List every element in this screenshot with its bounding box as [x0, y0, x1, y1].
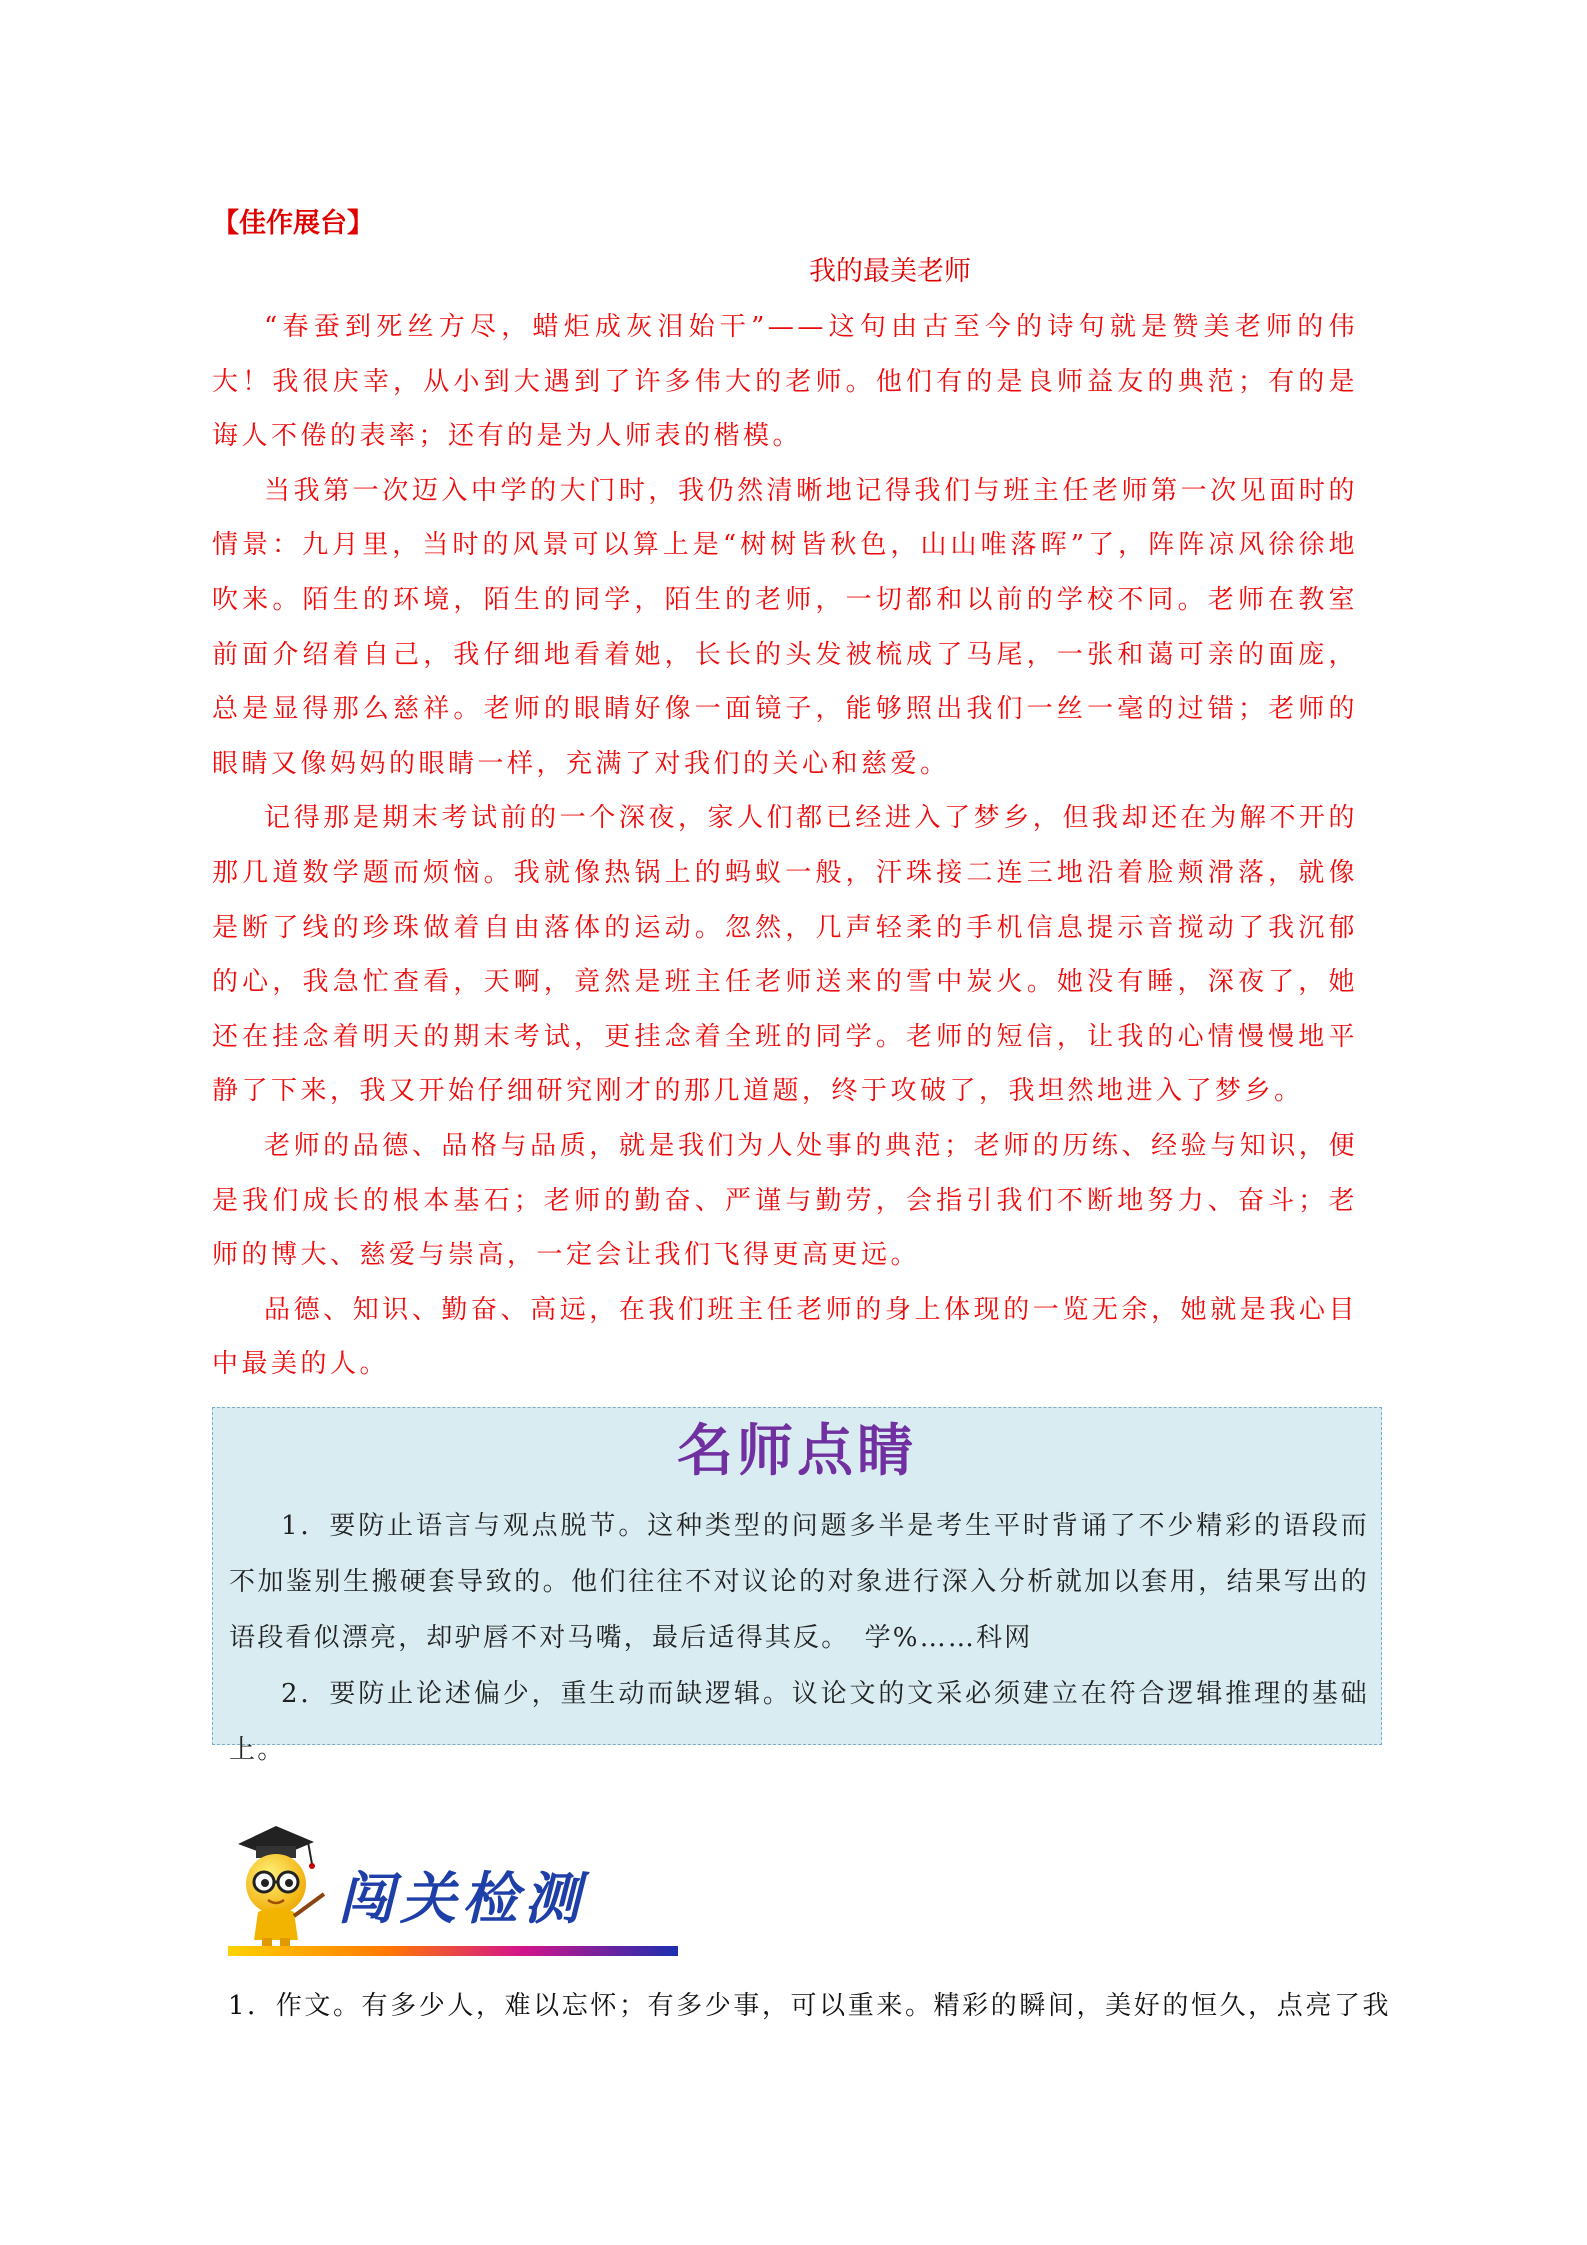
banner-title: 闯关检测 [338, 1867, 586, 1932]
teacher-tips-body [229, 1498, 1369, 1778]
essay-paragraph-5: 品德、知识、勤奋、高远，在我们班主任老师的身上体现的一览无余，她就是我心目中最美的人。 [212, 1294, 1358, 1380]
challenge-banner [228, 1812, 678, 1958]
banner-gradient-bar [228, 1946, 678, 1956]
essay-paragraph-3: 记得那是期末考试前的一个深夜，家人们都已经进入了梦乡，但我却还在为解不开的那几道数学题而烦恼。我就像热锅上的蚂蚁一般，汗珠接二连三地沿着脸颊滑落，就像是断了线的珍珠做着自由落体的运动。忽然，几声轻柔的手机信息提示音搅动了我沉郁的心，我急忙查看，天啊，竟然是班主任老师送来的雪中炭火。她没有睡，深夜了，她还在挂念着明天的期末考试，更挂念着全班的同学。老师的短信，让我的心情慢慢地平静了下来，我又开始仔细研究刚才的那几道题，终于攻破了，我坦然地进入了梦乡。 [212, 803, 1358, 1107]
mascot-icon [238, 1826, 324, 1948]
essay-paragraph-4: 老师的品德、品格与品质，就是我们为人处事的典范；老师的历练、经验与知识，便是我们成长的根本基石；老师的勤奋、严谨与勤劳，会指引我们不断地努力、奋斗；老师的博大、慈爱与崇高，一定会让我们飞得更高更远。 [212, 1130, 1358, 1271]
teacher-tip-2: 2．要防止论述偏少，重生动而缺逻辑。议论文的文采必须建立在符合逻辑推理的基础上。 [229, 1679, 1369, 1765]
teacher-tip-1: 1．要防止语言与观点脱节。这种类型的问题多半是考生平时背诵了不少精彩的语段而不加鉴别生搬硬套导致的。他们往往不对议论的对象进行深入分析就加以套用，结果写出的语段看似漂亮，却驴唇不对马嘴，最后适得其反。 学%……科网 [229, 1511, 1369, 1653]
essay-paragraph-2: 当我第一次迈入中学的大门时，我仍然清晰地记得我们与班主任老师第一次见面时的情景：九月里，当时的风景可以算上是“树树皆秋色，山山唯落晖”了，阵阵凉风徐徐地吹来。陌生的环境，陌生的同学，陌生的老师，一切都和以前的学校不同。老师在教室前面介绍着自己，我仔细地看着她，长长的头发被梳成了马尾，一张和蔼可亲的面庞，总是显得那么慈祥。老师的眼睛好像一面镜子，能够照出我们一丝一毫的过错；老师的眼睛又像妈妈的眼睛一样，充满了对我们的关心和慈爱。 [212, 475, 1358, 779]
essay-body [212, 300, 1358, 1392]
teacher-tips-box [212, 1407, 1382, 1765]
essay-paragraph-1: “春蚕到死丝方尽，蜡炬成灰泪始干”——这句由古至今的诗句就是赞美老师的伟大！我很庆幸，从小到大遇到了许多伟大的老师。他们有的是良师益友的典范；有的是诲人不倦的表率；还有的是为人师表的楷模。 [212, 312, 1358, 452]
question-1: 1．作文。有多少人，难以忘怀；有多少事，可以重来。精彩的瞬间，美好的恒久，点亮了我 [228, 1991, 1392, 2021]
section-label: 【佳作展台】 [212, 208, 374, 239]
teacher-tips-title: 名师点睛 [677, 1419, 917, 1484]
essay-title: 我的最美老师 [809, 256, 971, 287]
